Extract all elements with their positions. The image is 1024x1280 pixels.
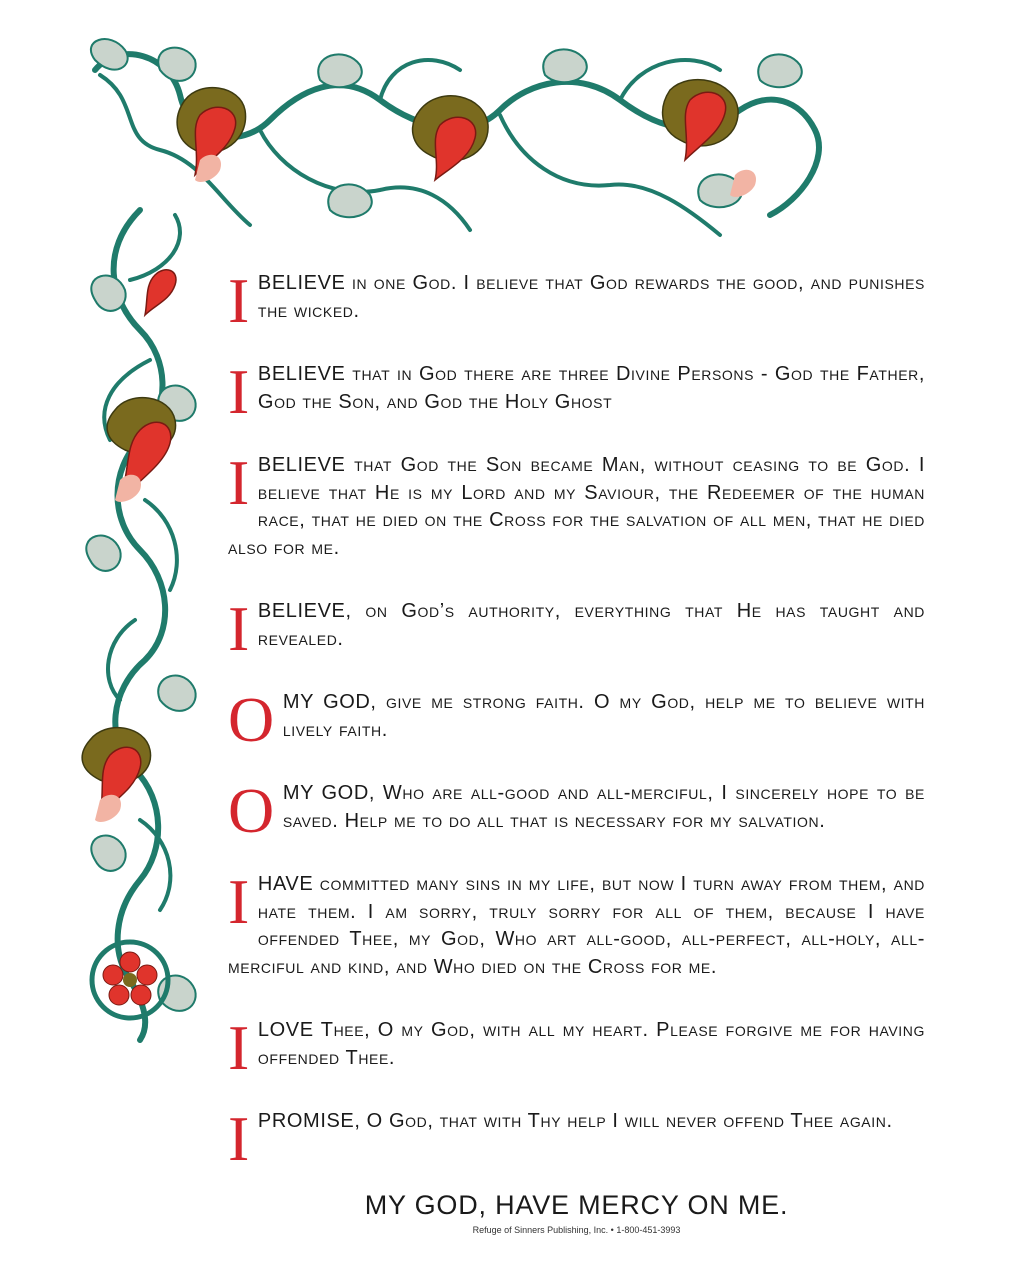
paragraph-8 [228, 1012, 925, 1083]
paragraph-3 [228, 447, 925, 562]
paragraph-body: Thee, O my God, with all my heart. Please forgive me for having offended Thee. [257, 1019, 925, 1069]
paragraph-body: in one God. I believe that God rewards the good, and punishes the wicked. [257, 272, 925, 322]
paragraph-1 [228, 265, 925, 336]
paragraph-9 [228, 1103, 925, 1174]
paragraph-lead: BELIEVE [257, 454, 346, 476]
paragraph-7 [228, 866, 925, 981]
paragraph-6 [228, 775, 925, 846]
paragraph-body: on God’s authority, everything that He has taught and revealed. [257, 600, 925, 650]
drop-cap: I [228, 866, 250, 937]
paragraph-lead: LOVE [257, 1019, 314, 1041]
drop-cap: I [228, 265, 250, 336]
paragraph-lead: BELIEVE [257, 363, 346, 385]
drop-cap: I [228, 1103, 250, 1174]
closing-line: MY GOD, HAVE MERCY ON ME. [364, 1190, 789, 1220]
rosette-icon [92, 942, 168, 1018]
paragraph-lead: BELIEVE [257, 272, 346, 294]
paragraph-body: O God, that with Thy help I will never offend Thee again. [360, 1110, 893, 1132]
paragraph-lead: MY GOD, [282, 782, 376, 804]
paragraph-lead: BELIEVE, [257, 600, 352, 622]
paragraph-4 [228, 593, 925, 664]
drop-cap: I [228, 356, 250, 427]
prayer-text [228, 265, 925, 1174]
paragraph-2 [228, 356, 925, 427]
drop-cap: O [228, 775, 275, 846]
drop-cap: I [228, 447, 250, 518]
drop-cap: O [228, 684, 275, 755]
drop-cap: I [228, 1012, 250, 1083]
paragraph-lead: MY GOD, [282, 691, 377, 713]
drop-cap: I [228, 593, 250, 664]
paragraph-5 [228, 684, 925, 755]
paragraph-body: committed many sins in my life, but now I turn away from them, and hate them. I am sorry, truly sorry for all of them, because I have offended Thee, my God, Who art all-good, all-perfect, all-holy, all-merciful and kind, and Who died on the Cross for me. [228, 873, 925, 978]
paragraph-body: Who are all-good and all-merciful, I sincerely hope to be saved. Help me to do all that is necessary for my salvation. [282, 782, 925, 832]
paragraph-body: that in God there are three Divine Persons - God the Father, God the Son, and God the Holy Ghost [257, 363, 925, 413]
paragraph-body: that God the Son became Man, without ceasing to be God. I believe that He is my Lord and my Saviour, the Redeemer of the human race, that he died on the Cross for the salvation of all men, that he died also for me. [228, 454, 925, 559]
paragraph-body: give me strong faith. O my God, help me to believe with lively faith. [282, 691, 925, 741]
publisher-footer: Refuge of Sinners Publishing, Inc. • 1-800-451-3993 [472, 1225, 681, 1235]
paragraph-lead: PROMISE, [257, 1110, 361, 1132]
paragraph-lead: HAVE [257, 873, 314, 895]
